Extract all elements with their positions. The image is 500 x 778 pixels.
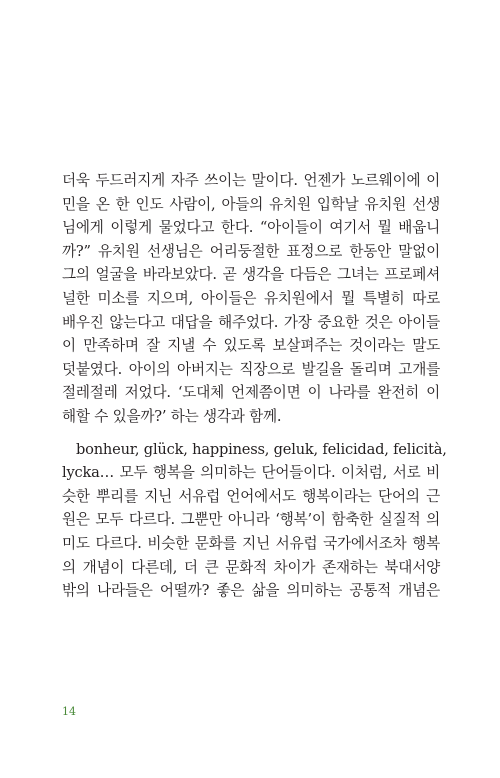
text-line: 슷한 뿌리를 지닌 서유럽 언어에서도 행복이라는 단어의 근 <box>62 487 440 505</box>
text-line: 덧붙였다. 아이의 아버지는 직장으로 발길을 돌리며 고개를 <box>62 360 440 378</box>
text-line: 널한 미소를 지으며, 아이들은 유치원에서 뭘 특별히 따로 <box>62 289 440 307</box>
text-line: 의 개념이 다른데, 더 큰 문화적 차이가 존재하는 북대서양 <box>62 558 440 576</box>
text-line: 그의 얼굴을 바라보았다. 곧 생각을 다듬은 그녀는 프로페셔 <box>62 266 440 284</box>
text-line: 원은 모두 다르다. 그뿐만 아니라 ‘행복’이 함축한 실질적 의 <box>62 511 440 529</box>
page-number: 14 <box>62 705 76 718</box>
body-text <box>62 169 447 603</box>
text-line: 까?” 유치원 선생님은 어리둥절한 표정으로 한동안 말없이 <box>62 242 440 260</box>
text-line: lycka… 모두 행복을 의미하는 단어들이다. 이처럼, 서로 비 <box>62 464 440 482</box>
paragraph-gap <box>62 429 440 438</box>
text-line: 배우진 않는다고 대답을 해주었다. 가장 중요한 것은 아이들 <box>62 313 440 331</box>
paragraph-2 <box>62 438 447 603</box>
text-line: 해할 수 있을까?’ 하는 생각과 함께. <box>62 407 282 425</box>
text-line: bonheur, glück, happiness, geluk, felicidad, felicità, <box>76 440 447 458</box>
text-line: 절레절레 저었다. ‘도대체 언제쯤이면 이 나라를 완전히 이 <box>62 384 440 402</box>
text-line: 님에게 이렇게 물었다고 한다. “아이들이 여기서 뭘 배웁니 <box>62 219 440 237</box>
text-line: 미도 다르다. 비슷한 문화를 지닌 서유럽 국가에서조차 행복 <box>62 534 440 552</box>
text-line: 더욱 두드러지게 자주 쓰이는 말이다. 언젠가 노르웨이에 이 <box>62 172 440 189</box>
paragraph-1 <box>62 169 440 429</box>
text-line: 민을 온 한 인도 사람이, 아들의 유치원 입학날 유치원 선생 <box>62 195 440 213</box>
text-line: 밖의 나라들은 어떨까? 좋은 삶을 의미하는 공통적 개념은 <box>62 582 440 600</box>
text-line: 이 만족하며 잘 지낼 수 있도록 보살펴주는 것이라는 말도 <box>62 337 440 355</box>
